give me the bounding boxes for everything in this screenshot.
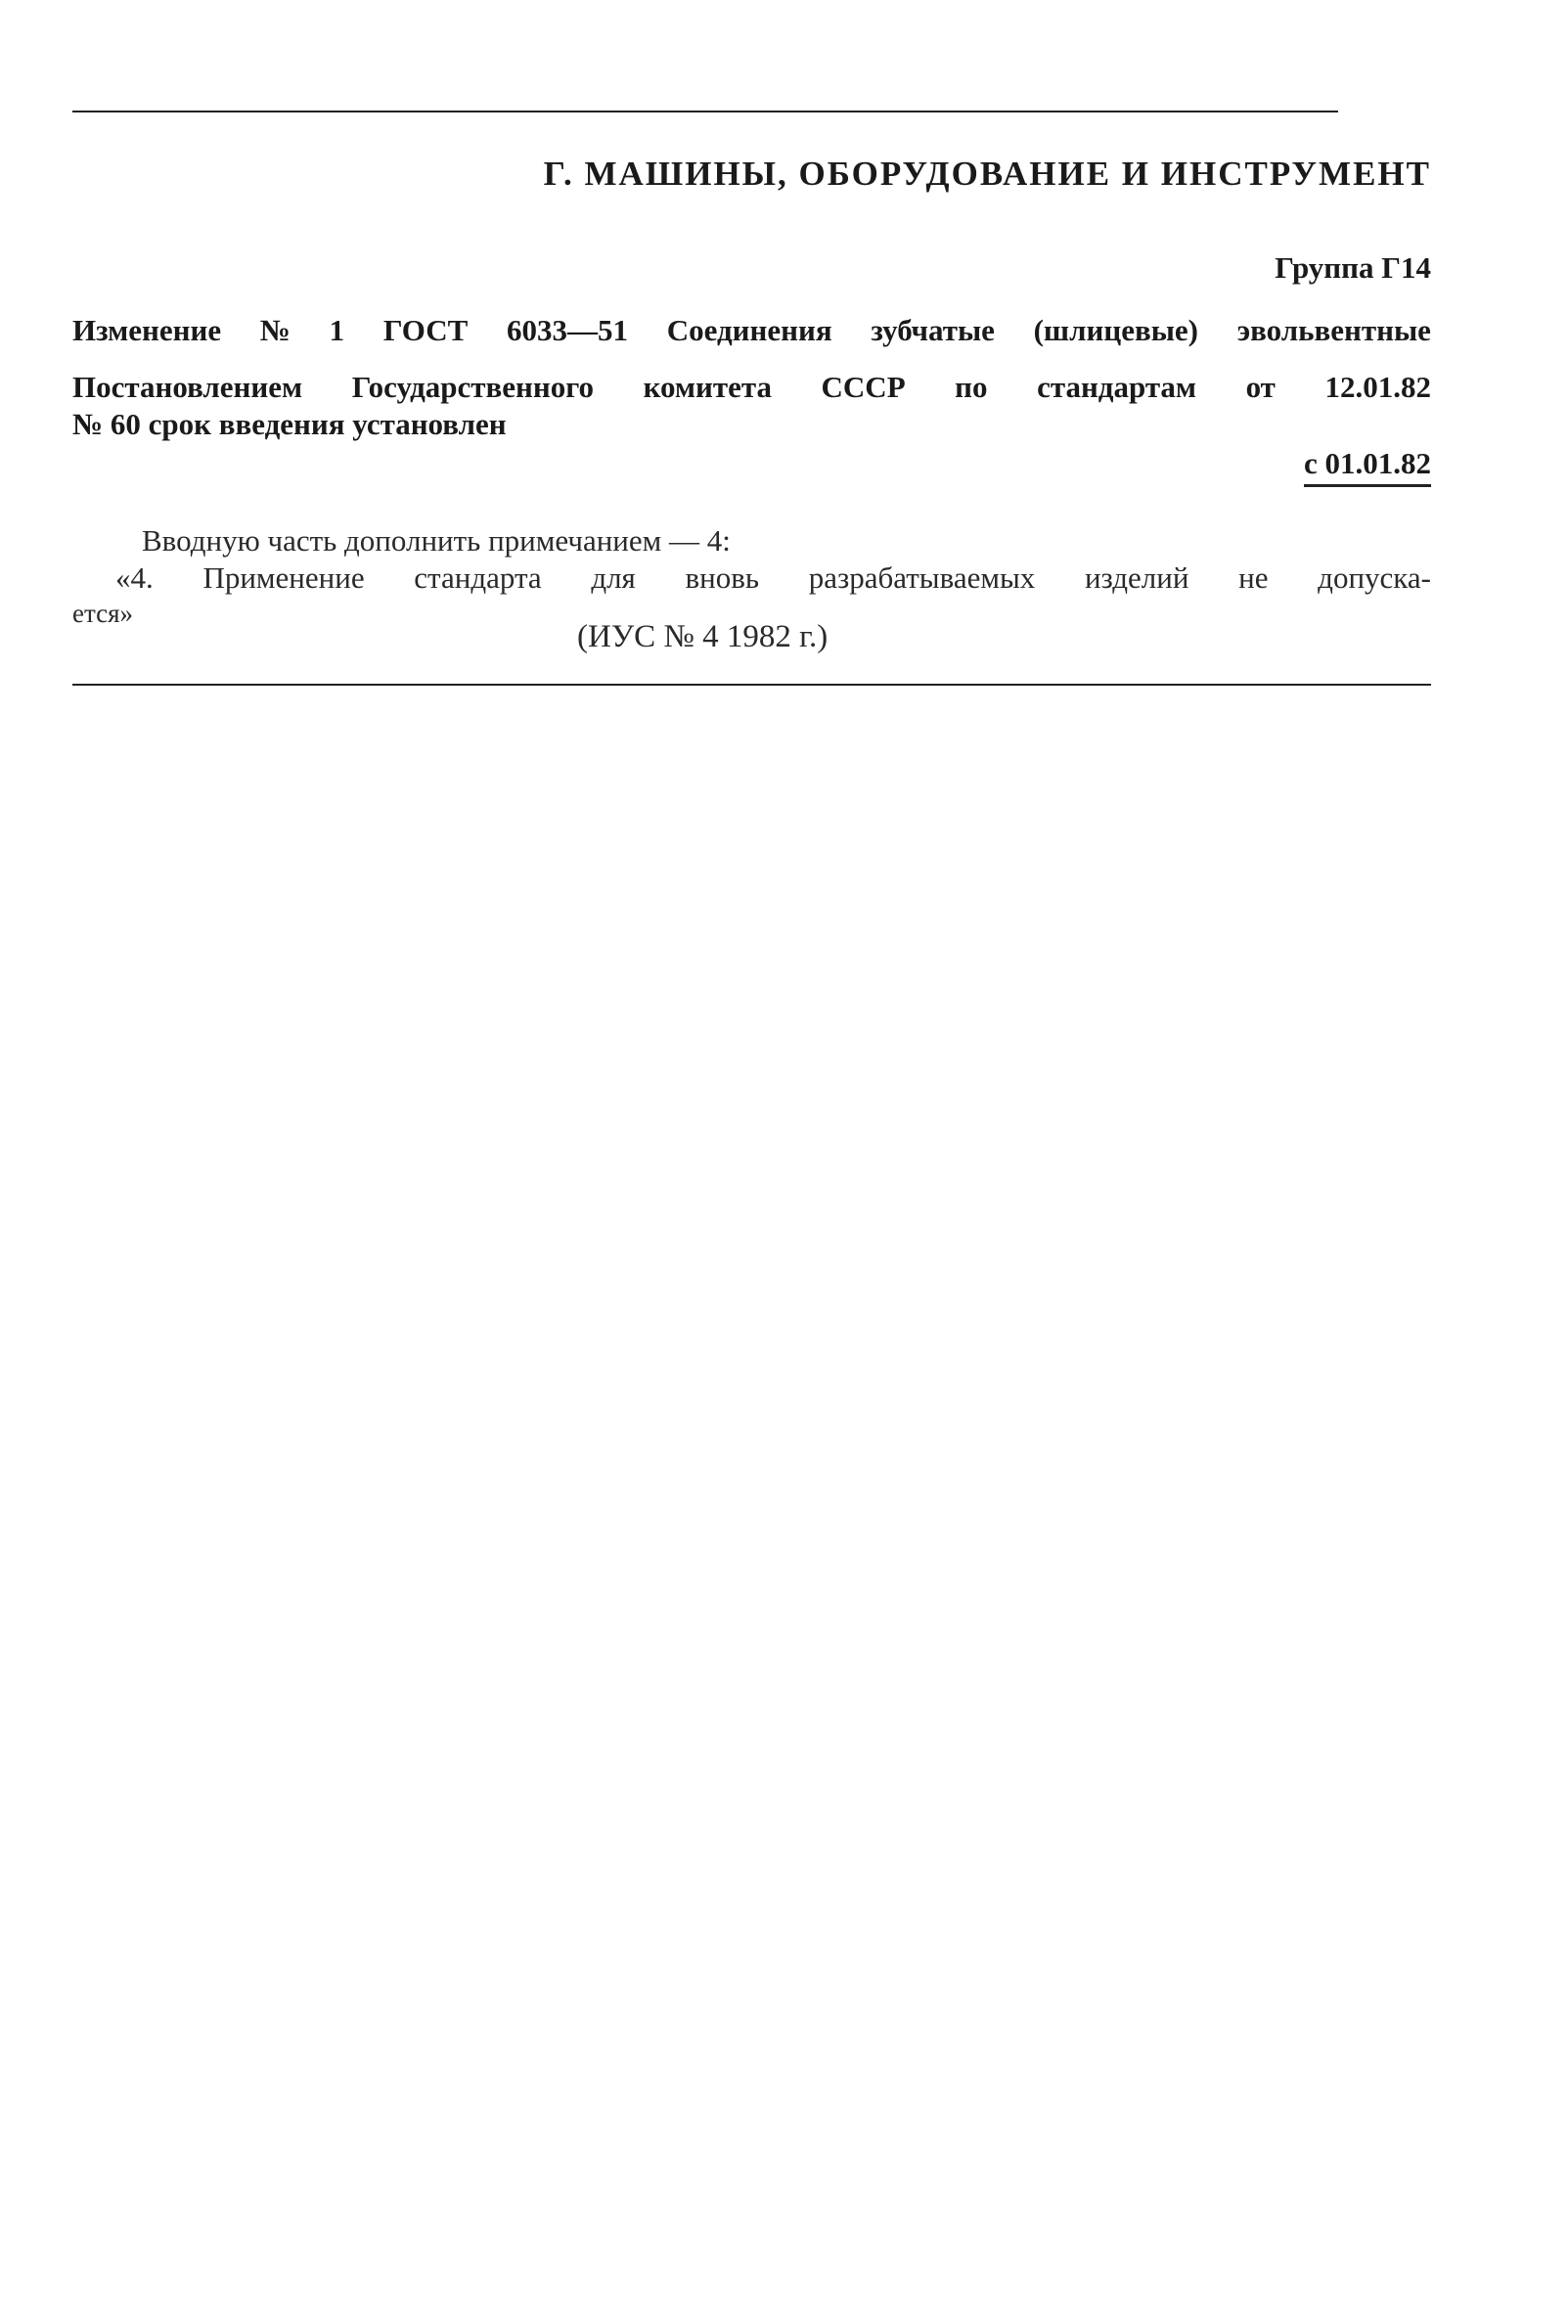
body-paragraph-2 [115, 562, 1431, 593]
resolution-word: по [955, 370, 988, 404]
amendment-word: 1 [329, 313, 345, 347]
effective-date: с 01.01.82 [1304, 448, 1431, 487]
section-title: Г. МАШИНЫ, ОБОРУДОВАНИЕ И ИНСТРУМЕНТ [543, 155, 1431, 193]
amendment-title [72, 315, 1431, 345]
resolution-word: Государственного [351, 370, 595, 404]
resolution-line [72, 372, 1431, 402]
top-divider [72, 111, 1338, 112]
amendment-word: эвольвентные [1236, 313, 1431, 347]
group-label: Группа Г14 [1275, 250, 1431, 285]
amendment-word: зубчатые [871, 313, 995, 347]
resolution-word: Постановлением [72, 370, 303, 404]
paragraph-word: «4. [115, 560, 154, 595]
paragraph-word: изделий [1084, 560, 1189, 595]
body-paragraph-1: Вводную часть дополнить примечанием — 4: [142, 523, 731, 558]
resolution-line-continued: № 60 срок введения установлен [72, 407, 507, 441]
publication-reference: (ИУС № 4 1982 г.) [577, 619, 829, 654]
amendment-word: (шлицевые) [1033, 313, 1198, 347]
amendment-word: Изменение [72, 313, 222, 347]
paragraph-word: не [1238, 560, 1269, 595]
paragraph-word: допуска- [1318, 560, 1431, 595]
resolution-word: от [1245, 370, 1276, 404]
paragraph-word: стандарта [414, 560, 542, 595]
resolution-word: 12.01.82 [1324, 370, 1431, 404]
amendment-word: ГОСТ [382, 313, 469, 347]
body-paragraph-2-continued: ется» [72, 599, 134, 628]
amendment-word: Соединения [666, 313, 832, 347]
paragraph-word: вновь [685, 560, 760, 595]
bottom-divider [72, 684, 1431, 686]
resolution-word: комитета [643, 370, 772, 404]
paragraph-word: для [591, 560, 636, 595]
paragraph-word: Применение [202, 560, 365, 595]
paragraph-word: разрабатываемых [808, 560, 1036, 595]
amendment-word: 6033—51 [507, 313, 629, 347]
amendment-word: № [259, 313, 291, 347]
resolution-word: СССР [821, 370, 906, 404]
resolution-word: стандартам [1037, 370, 1197, 404]
